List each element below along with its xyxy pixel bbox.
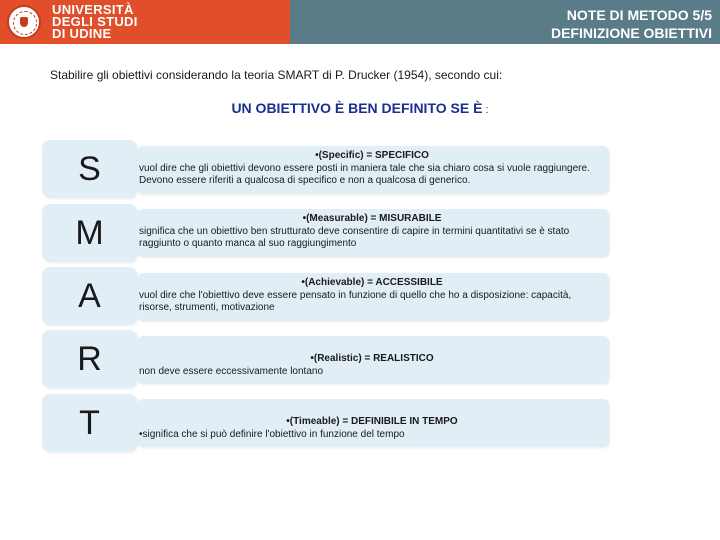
slide-title-line1: NOTE DI METODO 5/5 — [566, 7, 712, 23]
smart-title: •(Measurable) = MISURABILE — [302, 213, 442, 224]
subtitle-main: UN OBIETTIVO È BEN DEFINITO SE È — [231, 100, 483, 116]
smart-letter-a: A — [42, 267, 137, 325]
smart-desc-specific — [137, 146, 609, 194]
smart-title: •(Timeable) = DEFINIBILE IN TEMPO — [286, 416, 458, 427]
smart-letter-m: M — [42, 204, 137, 262]
smart-desc-timeable — [137, 399, 609, 447]
smart-text: vuol dire che l'obiettivo deve essere pensato in funzione di quello che ho a disposizione: capacità, risorse, strumenti, motivazione — [139, 289, 572, 313]
header-title-band — [290, 0, 720, 44]
university-logo-text — [52, 4, 138, 40]
smart-desc-achievable — [137, 273, 609, 321]
logo-line: UNIVERSITÀ — [52, 2, 134, 17]
subtitle-suffix: : — [482, 104, 489, 116]
logo-line: DEGLI STUDI — [52, 14, 138, 29]
header-logo-band — [0, 0, 290, 44]
smart-text: vuol dire che gli obiettivi devono essere posti in maniera tale che sia chiaro cosa si vuole raggiungere. Devono essere riferiti a qualcosa di specifico e non a qualcosa di generico. — [139, 162, 590, 186]
section-subtitle — [0, 100, 720, 116]
slide-title-line2: DEFINIZIONE OBIETTIVI — [550, 25, 712, 41]
smart-title: •(Realistic) = REALISTICO — [310, 353, 434, 364]
slide-title — [551, 6, 712, 42]
smart-desc-realistic — [137, 336, 609, 384]
university-seal-icon — [7, 5, 41, 39]
smart-text: non deve essere eccessivamente lontano — [139, 365, 324, 377]
smart-letter-r: R — [42, 330, 137, 388]
smart-desc-measurable — [137, 209, 609, 257]
smart-letter-s: S — [42, 140, 137, 198]
intro-text: Stabilire gli obiettivi considerando la teoria SMART di P. Drucker (1954), secondo cui: — [50, 68, 503, 82]
smart-text: significa che un obiettivo ben strutturato deve consentire di capire in termini quantitativi se è stato raggiunto o quanto manca al suo raggiungimento — [139, 225, 570, 249]
smart-letter-t: T — [42, 394, 137, 452]
smart-text: •significa che si può definire l'obiettivo in funzione del tempo — [139, 428, 405, 440]
smart-title: •(Achievable) = ACCESSIBILE — [301, 277, 443, 288]
logo-line: DI UDINE — [52, 26, 112, 41]
smart-title: •(Specific) = SPECIFICO — [315, 150, 429, 161]
